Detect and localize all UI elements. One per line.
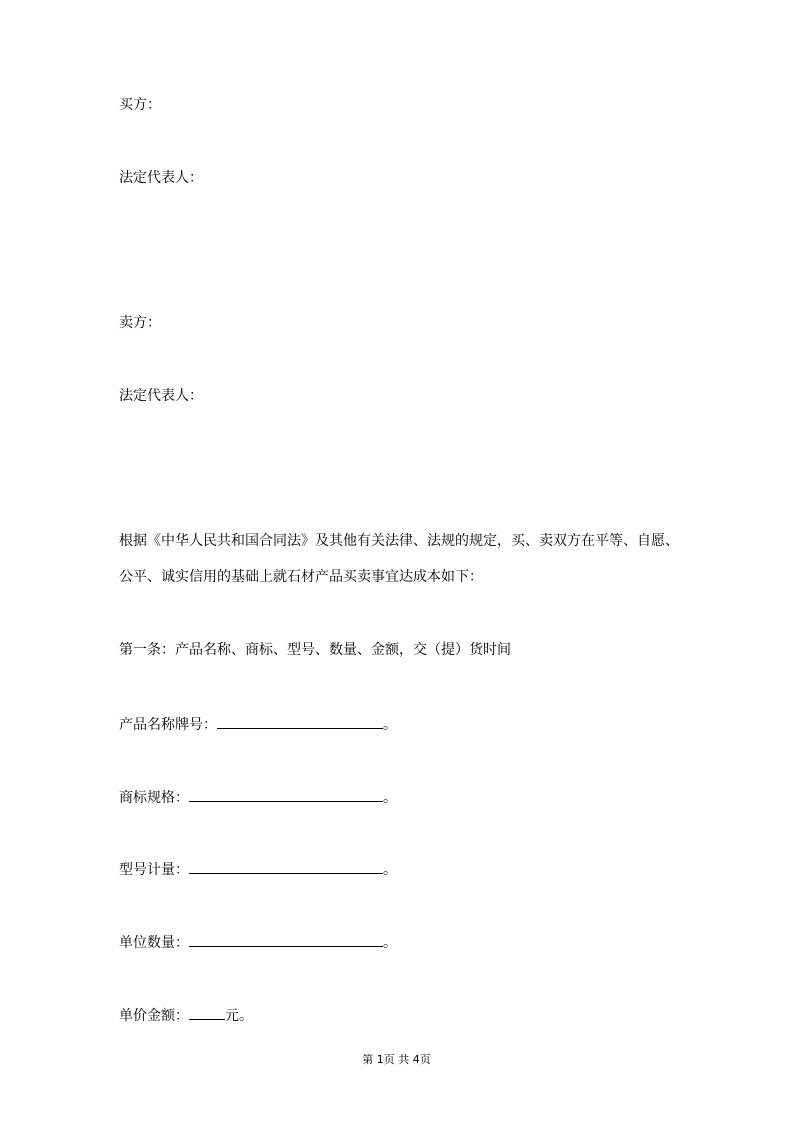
field-brand-spec-label: 商标规格： xyxy=(119,790,189,806)
field-model-unit-label: 型号计量： xyxy=(119,862,189,878)
page-footer xyxy=(0,1052,793,1068)
field-model-unit xyxy=(119,857,397,880)
buyer-representative-label: 法定代表人： xyxy=(119,170,203,186)
intro-line-2: 公平、诚实信用的基础上就石材产品买卖事宜达成本如下： xyxy=(119,569,483,585)
field-brand-spec-blank[interactable] xyxy=(189,785,383,802)
field-product-name xyxy=(119,712,397,735)
page-number-label: 第 1页 共 4页 xyxy=(362,1053,431,1066)
field-product-name-label: 产品名称牌号： xyxy=(119,717,217,733)
seller-label: 卖方： xyxy=(119,315,161,331)
seller-representative-label: 法定代表人： xyxy=(119,388,203,404)
field-unit-qty xyxy=(119,930,397,953)
field-product-name-blank[interactable] xyxy=(217,712,383,729)
article-1-title: 第一条：产品名称、商标、型号、数量、金额，交（提）货时间 xyxy=(119,642,511,658)
field-product-name-suffix: 。 xyxy=(383,717,397,733)
field-price xyxy=(119,1003,253,1026)
field-unit-qty-suffix: 。 xyxy=(383,935,397,951)
field-model-unit-suffix: 。 xyxy=(383,862,397,878)
field-unit-qty-blank[interactable] xyxy=(189,930,383,947)
buyer-label: 买方： xyxy=(119,97,161,113)
field-model-unit-blank[interactable] xyxy=(189,857,383,874)
field-brand-spec-suffix: 。 xyxy=(383,790,397,806)
field-price-suffix: 元。 xyxy=(225,1008,253,1024)
field-brand-spec xyxy=(119,785,397,808)
field-unit-qty-label: 单位数量： xyxy=(119,935,189,951)
intro-line-1: 根据《中华人民共和国合同法》及其他有关法律、法规的规定，买、卖双方在平等、自愿、 xyxy=(119,533,679,549)
field-price-label: 单价金额： xyxy=(119,1008,189,1024)
field-price-blank[interactable] xyxy=(189,1003,225,1020)
